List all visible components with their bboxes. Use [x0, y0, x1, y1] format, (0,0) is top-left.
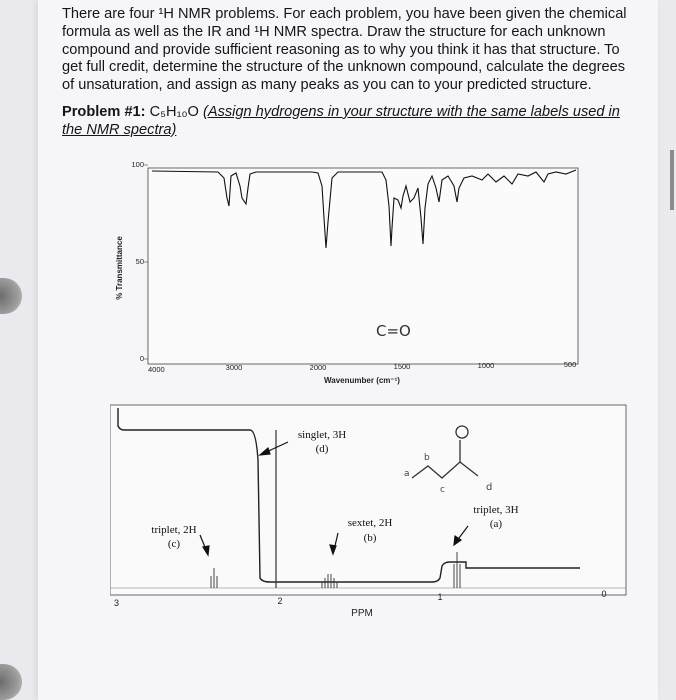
problem-instruction-cont: the NMR spectra) — [62, 121, 177, 138]
ir-x-tick-500: 500 — [563, 360, 577, 369]
problem-heading — [62, 104, 642, 140]
ir-x-tick-1000: 1000 — [477, 361, 495, 370]
nmr-plot-frame — [110, 405, 626, 595]
structure-label-b: b — [424, 453, 430, 463]
structure-label-d: d — [486, 482, 493, 493]
nmr-x-tick-0: 0 — [601, 589, 607, 599]
instructions-paragraph — [62, 6, 642, 95]
instructions-line: compound and provide sufficient reasoning as to why you think it has that structure. To — [62, 41, 620, 58]
instructions-line: of unsaturation, and assign as many peaks as you can to your predicted structure. — [62, 77, 592, 94]
nmr-x-tick-3: 3 — [114, 598, 120, 608]
instructions-line: formula as well as the IR and ¹H NMR spectra. Draw the structure for each unknown — [62, 23, 606, 40]
problem-formula: C₅H₁₀O — [149, 104, 199, 120]
peak-label-sextet: sextet, 2H — [347, 517, 393, 529]
ir-y-tick-0: 0 — [139, 354, 144, 363]
peak-letter-a: (a) — [489, 518, 503, 530]
peak-label-triplet-c: triplet, 2H — [151, 524, 197, 536]
nmr-spectrum-chart — [110, 400, 630, 625]
page-edge-mark — [670, 150, 674, 210]
ir-y-tick-50: 50 — [135, 257, 144, 266]
ir-x-tick-2000: 2000 — [309, 363, 327, 372]
problem-instruction: (Assign hydrogens in your structure with the same labels used in — [202, 104, 620, 120]
nmr-x-axis-label: PPM — [351, 608, 373, 619]
structure-label-c: c — [440, 485, 445, 495]
structure-label-a: a — [404, 469, 410, 479]
ir-x-axis-label: Wavenumber (cm⁻¹) — [324, 376, 400, 385]
instructions-line: get full credit, determine the structure of the unknown compound, calculate the degrees — [62, 59, 625, 76]
nmr-x-tick-2: 2 — [277, 596, 283, 606]
ir-plot-frame — [148, 168, 578, 364]
binder-hole-bottom — [0, 664, 22, 700]
peak-letter-c: (c) — [167, 538, 181, 550]
nmr-x-tick-1: 1 — [437, 592, 443, 602]
instructions-line: There are four ¹H NMR problems. For each problem, you have been given the chemical — [62, 6, 627, 22]
peak-label-singlet: singlet, 3H — [297, 429, 347, 441]
ir-spectrum-chart — [100, 158, 590, 393]
peak-letter-b: (b) — [363, 532, 377, 544]
peak-letter-d: (d) — [315, 443, 329, 455]
ir-x-tick-4000: 4000 — [148, 365, 165, 374]
ir-carbonyl-annotation: C=O — [376, 322, 411, 340]
binder-hole-top — [0, 278, 22, 314]
ir-x-tick-1500: 1500 — [393, 362, 411, 371]
ir-x-tick-3000: 3000 — [225, 363, 243, 372]
ir-y-axis-label: % Transmittance — [115, 236, 124, 300]
ir-y-tick-100: 100 — [131, 160, 144, 169]
problem-label: Problem #1: — [62, 104, 146, 120]
peak-label-triplet-a: triplet, 3H — [473, 504, 519, 516]
